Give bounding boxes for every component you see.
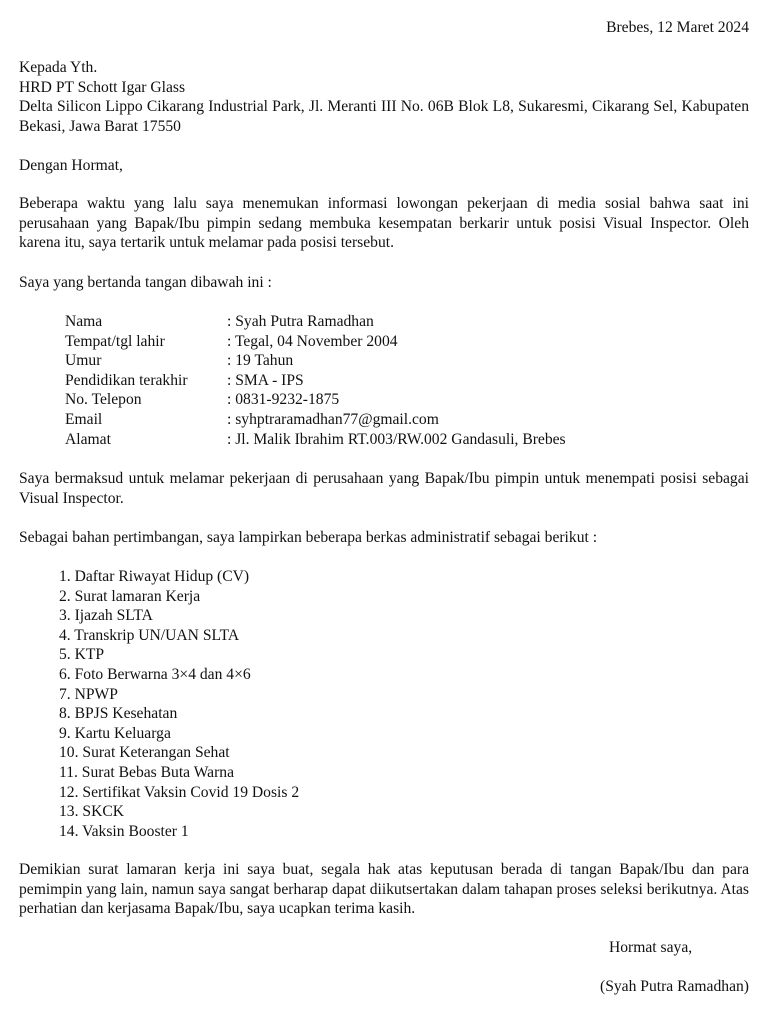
recipient-name: HRD PT Schott Igar Glass — [19, 78, 186, 96]
attachment-item: 1. Daftar Riwayat Hidup (CV) — [59, 568, 250, 585]
identity-label: Alamat — [65, 430, 111, 448]
identity-row — [65, 332, 566, 352]
identity-label: No. Telepon — [65, 391, 142, 409]
attachment-item: 6. Foto Berwarna 3×4 dan 4×6 — [59, 665, 251, 683]
recipient-block — [19, 58, 749, 136]
attachment-item: 3. Ijazah SLTA — [59, 607, 153, 625]
signer-name: (Syah Putra Ramadhan) — [600, 978, 749, 995]
greeting: Dengan Hormat, — [19, 157, 123, 174]
attachment-item: 4. Transkrip UN/UAN SLTA — [59, 626, 240, 644]
letter-date: Brebes, 12 Maret 2024 — [606, 19, 749, 36]
identity-label: Nama — [65, 313, 103, 330]
attachment-item: 14. Vaksin Booster 1 — [59, 822, 189, 840]
identity-row — [65, 351, 566, 371]
identity-intro: Saya yang bertanda tangan dibawah ini : — [19, 274, 272, 291]
attachment-item: 7. NPWP — [59, 685, 118, 703]
intent-paragraph: Saya bermaksud untuk melamar pekerjaan di perusahaan yang Bapak/Ibu pimpin untuk menempati posisi sebagai Visual Inspector. — [19, 470, 749, 507]
opening-paragraph: Beberapa waktu yang lalu saya menemukan informasi lowongan pekerjaan di media sosial bahwa saat ini perusahaan yang Bapak/Ibu pimpin sedang membuka kesempatan berkarir untuk posisi Visual Inspector. Oleh karena itu, saya tertarik untuk melamar pada posisi tersebut. — [19, 195, 749, 252]
identity-table — [65, 312, 566, 449]
recipient-address: Delta Silicon Lippo Cikarang Industrial Park, Jl. Meranti III No. 06B Blok L8, Sukaresmi, Cikarang Sel, Kabupaten Bekasi, Jawa Barat 17550 — [19, 98, 749, 135]
attachment-item: 12. Sertifikat Vaksin Covid 19 Dosis 2 — [59, 783, 300, 801]
identity-value: : syhptraramadhan77@gmail.com — [227, 410, 439, 428]
attachment-item: 8. BPJS Kesehatan — [59, 705, 178, 723]
closing-paragraph: Demikian surat lamaran kerja ini saya buat, segala hak atas keputusan berada di tangan Bapak/Ibu dan para pemimpin yang lain, namun saya sangat berharap dapat diikutsertakan dalam tahapan proses seleksi berikutnya. Atas perhatian dan kerjasama Bapak/Ibu, saya ucapkan terima kasih. — [19, 861, 749, 918]
identity-row — [65, 410, 566, 430]
sign-off: Hormat saya, — [609, 939, 693, 956]
identity-value: : Tegal, 04 November 2004 — [227, 332, 398, 350]
attachment-item: 13. SKCK — [59, 803, 124, 821]
identity-label: Pendidikan terakhir — [65, 371, 188, 389]
identity-row — [65, 430, 566, 450]
identity-label: Tempat/tgl lahir — [65, 332, 165, 350]
attachment-item: 10. Surat Keterangan Sehat — [59, 744, 230, 762]
attachment-item: 2. Surat lamaran Kerja — [59, 587, 201, 605]
attachments-list — [59, 567, 299, 841]
attachment-item: 9. Kartu Keluarga — [59, 724, 171, 742]
identity-row — [65, 371, 566, 391]
identity-label: Email — [65, 410, 103, 428]
attachment-item: 11. Surat Bebas Buta Warna — [59, 763, 235, 781]
identity-value: : SMA - IPS — [227, 371, 304, 389]
identity-value: : 0831-9232-1875 — [227, 391, 340, 409]
identity-row — [65, 312, 566, 332]
attachments-intro: Sebagai bahan pertimbangan, saya lampirkan beberapa berkas administratif sebagai berikut : — [19, 529, 598, 546]
identity-value: : 19 Tahun — [227, 352, 294, 370]
attachment-item: 5. KTP — [59, 646, 105, 664]
identity-value: : Syah Putra Ramadhan — [227, 313, 374, 330]
identity-row — [65, 390, 566, 410]
identity-label: Umur — [65, 352, 102, 370]
identity-value: : Jl. Malik Ibrahim RT.003/RW.002 Gandasuli, Brebes — [227, 430, 566, 448]
recipient-salutation: Kepada Yth. — [19, 59, 98, 76]
